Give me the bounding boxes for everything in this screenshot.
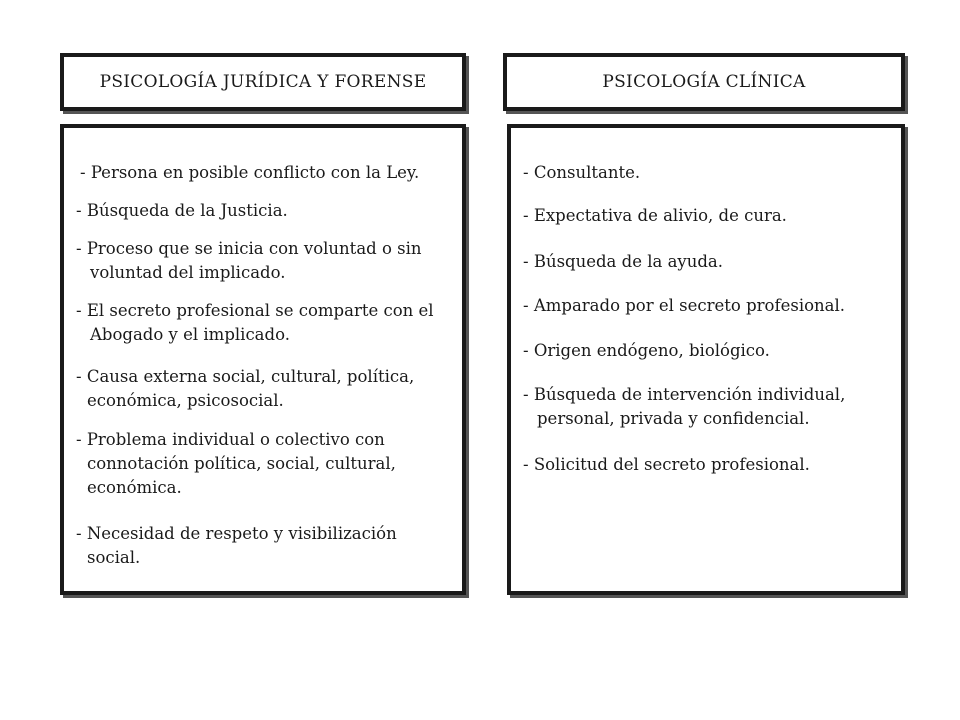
clinical-item-6 (523, 383, 845, 431)
clinical-item-3 (523, 250, 723, 274)
forensic-item-2 (76, 199, 288, 223)
forensic-item-4-line-2: Abogado y el implicado. (90, 325, 290, 344)
forensic-item-4 (76, 299, 434, 347)
forensic-item-5 (76, 365, 414, 413)
forensic-item-1 (80, 161, 419, 185)
clinical-item-1 (523, 161, 640, 185)
clinical-item-2 (523, 204, 787, 228)
forensic-item-6 (76, 428, 396, 500)
forensic-item-3-line-2: voluntad del implicado. (90, 263, 286, 282)
forensic-item-7-line-1: - Necesidad de respeto y visibilización (76, 524, 397, 543)
clinical-item-4-line-1: - Amparado por el secreto profesional. (523, 296, 846, 315)
forensic-item-6-line-1: - Problema individual o colectivo con (76, 430, 385, 449)
forensic-characteristics-box (60, 124, 466, 595)
clinical-item-4 (523, 294, 845, 318)
clinical-item-7 (523, 453, 810, 477)
clinical-item-2-line-1: - Expectativa de alivio, de cura. (523, 206, 787, 225)
forensic-item-5-line-2: económica, psicosocial. (87, 391, 284, 410)
clinical-item-5-line-1: - Origen endógeno, biológico. (523, 341, 770, 360)
clinical-characteristics-box (507, 124, 905, 595)
header-box-forensic (60, 53, 466, 111)
forensic-item-5-line-1: - Causa externa social, cultural, política, (76, 367, 415, 386)
forensic-title: PSICOLOGÍA JURÍDICA Y FORENSE (99, 72, 427, 92)
forensic-item-3 (76, 237, 422, 285)
clinical-item-3-line-1: - Búsqueda de la ayuda. (523, 252, 723, 271)
forensic-item-6-line-3: económica. (87, 478, 182, 497)
forensic-item-3-line-1: - Proceso que se inicia con voluntad o sin (76, 239, 422, 258)
clinical-item-6-line-2: personal, privada y confidencial. (537, 409, 810, 428)
forensic-item-6-line-2: connotación política, social, cultural, (87, 454, 396, 473)
forensic-item-4-line-1: - El secreto profesional se comparte con el (76, 301, 434, 320)
clinical-item-6-line-1: - Búsqueda de intervención individual, (523, 385, 846, 404)
clinical-item-1-line-1: - Consultante. (523, 163, 641, 182)
clinical-item-7-line-1: - Solicitud del secreto profesional. (523, 455, 810, 474)
clinical-item-5 (523, 339, 770, 363)
clinical-title: PSICOLOGÍA CLÍNICA (602, 72, 806, 92)
forensic-item-2-line-1: - Búsqueda de la Justicia. (76, 201, 288, 220)
forensic-item-7-line-2: social. (87, 548, 141, 567)
forensic-item-7 (76, 522, 397, 570)
forensic-item-1-line-1: - Persona en posible conflicto con la Ley. (80, 163, 420, 182)
header-box-clinical (503, 53, 905, 111)
